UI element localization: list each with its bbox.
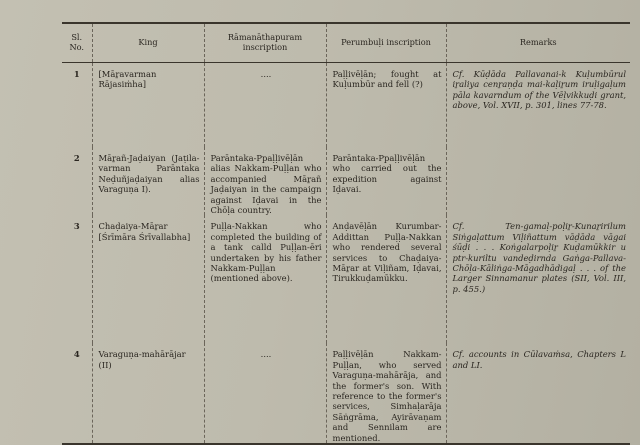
cell-sl: 3 [73, 221, 80, 232]
table-row [62, 63, 630, 148]
table-row [62, 147, 630, 215]
cell-sl: 4 [73, 349, 80, 360]
header-king: King [92, 23, 204, 63]
cell-king: Chaḍaiya-Māṟar [Śrīmāra Śrīvallabha] [92, 215, 204, 343]
table-row [62, 215, 630, 343]
cell-ramanathapuram: .... [204, 63, 326, 148]
header-row [62, 23, 630, 63]
kings-inscription-table [62, 22, 630, 445]
cell-remarks: Cf. accounts in Cūlavaṁsa, Chapters L and LI. [446, 343, 630, 444]
header-perumbuli: Perumbuḷi inscription [326, 23, 446, 63]
cell-ramanathapuram: Puḷḷa-Nakkan who completed the building of a tank calld Puḷḷan-ēri undertaken by his father Nakkam-Puḷḷan (mentioned above). [204, 215, 326, 343]
cell-king: Māṟañ-Jaḍaiyan (Jaṭila-varman Parāntaka Neḍuñjaḍaiyan alias Varaguṇa I). [92, 147, 204, 215]
cell-remarks: Cf. Kūḍāda Pallavanai-k Kuḷumbūrul iṟaliya cenṟaṇḍa mai-kaḷiṟum iruḷigaḷum pāla kavarndum of the Vēḷvikkuḍi grant, above, Vol. XVII, p. 301, lines 77-78. [446, 63, 630, 148]
cell-perumbuli: Anḍavēḷān Kurumbar-Addittan Puḷḷa-Nakkan who rendered several services to Chaḍaiya-Māṟar at Viḷiñam, Iḍavai, Tirukkuḍamūkku. [326, 215, 446, 343]
cell-king: [Māṟavarman Rājasiṁha] [92, 63, 204, 148]
cell-perumbuli: Paḷḷivēḷān Nakkam-Puḷḷan, who served Varaguṇa-mahārāja, and the former's son. With reference to the former's services, Simhaḷarāja Sāṅgrāma, Ayirāvaṇam and Sennilam are mentioned. [326, 343, 446, 444]
cell-sl: 2 [73, 153, 80, 163]
header-ramanathapuram: Rāmanāthapuram inscription [204, 23, 326, 63]
cell-ramanathapuram: .... [204, 343, 326, 444]
header-sl-no: Sl. No. [69, 32, 85, 52]
header-remarks: Remarks [446, 23, 630, 63]
cell-remarks: Cf. Ten-gamaḷ-poḷiṟ-Kunaṟirilum Siṅgaḷattum Viḷiñattum vāḍāda vāgai śūḍi . . . Koṅgalarpoḷiṟ Kuḍamūkkir u ptr-kuriltu vandeḍirnda Gaṅga-Pallava-Chōḷa-Kāliṅga-Māgadhādigaḷ . . . of the Larger Sinnamanur plates (SII, Vol. III, p. 455.) [446, 215, 630, 343]
cell-remarks [446, 147, 630, 215]
cell-sl: 1 [73, 69, 80, 79]
cell-king: Varaguṇa-mahārājar (II) [92, 343, 204, 444]
cell-ramanathapuram: Parāntaka-Ppaḷḷivēḷān alias Nakkam-Puḷḷan who accompanied Māṟañ Jaḍaiyan in the campaign against Iḍavai in the Chōḷa country. [204, 147, 326, 215]
table-row [62, 343, 630, 444]
cell-perumbuli: Paḷḷivēḷān; fought at Kuḷumbūr and fell (?) [326, 63, 446, 148]
cell-perumbuli: Parāntaka-Ppaḷḷivēḷān who carried out the expedition against Iḍavai. [326, 147, 446, 215]
